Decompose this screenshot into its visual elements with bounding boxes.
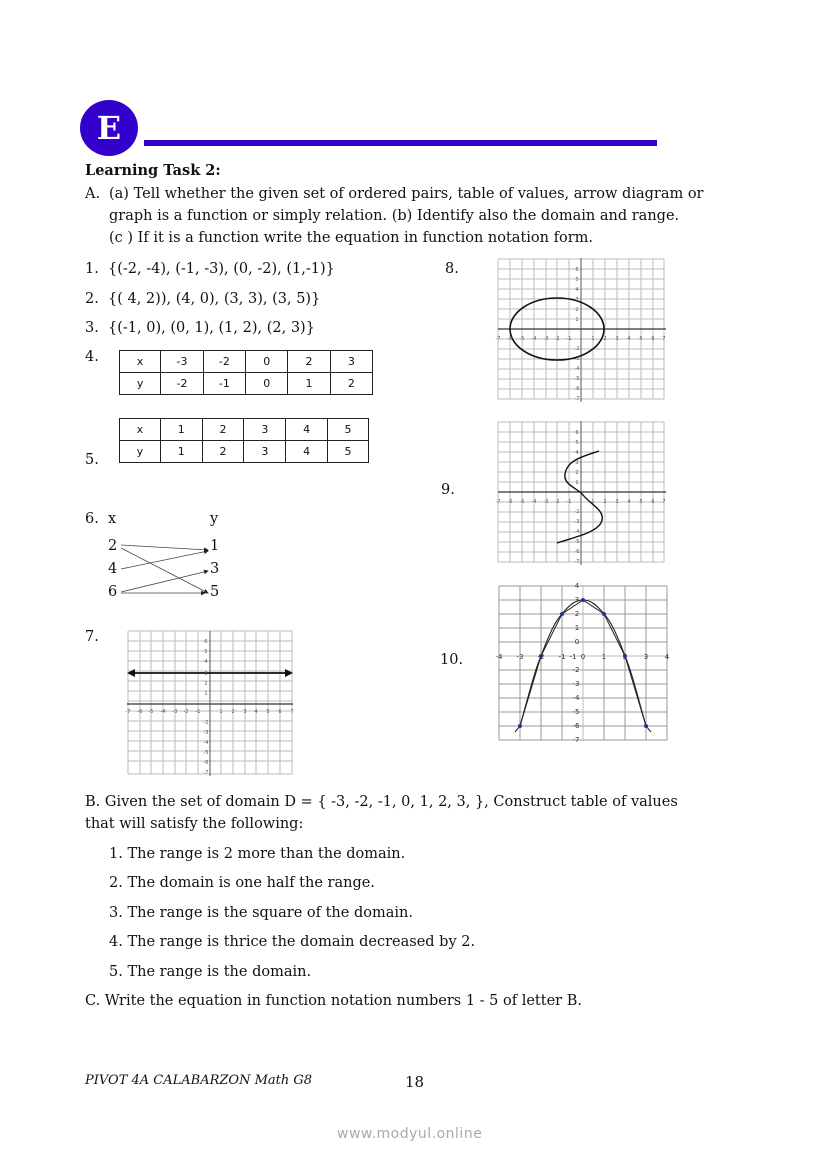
svg-text:3: 3 bbox=[575, 297, 579, 303]
svg-text:1: 1 bbox=[574, 624, 580, 632]
table-row bbox=[120, 373, 373, 395]
svg-text:2: 2 bbox=[575, 307, 579, 313]
svg-text:-3: -3 bbox=[543, 336, 549, 342]
svg-text:6: 6 bbox=[204, 639, 208, 645]
svg-text:-4: -4 bbox=[203, 740, 209, 746]
svg-text:5: 5 bbox=[639, 499, 643, 505]
svg-text:-2: -2 bbox=[574, 346, 580, 352]
table-cell: -3 bbox=[161, 351, 203, 373]
svg-text:-7: -7 bbox=[125, 709, 131, 715]
table-cell: x bbox=[120, 351, 161, 373]
item-7-graph bbox=[125, 628, 295, 778]
table-cell: 5 bbox=[328, 441, 369, 463]
svg-text:-2: -2 bbox=[554, 499, 560, 505]
svg-text:1: 1 bbox=[601, 653, 607, 661]
svg-text:-6: -6 bbox=[574, 386, 580, 392]
part-a-instruction-2: graph is a function or simply relation. (b) Identify also the domain and range. bbox=[109, 208, 680, 224]
svg-text:3: 3 bbox=[574, 596, 580, 604]
svg-text:-1: -1 bbox=[195, 709, 201, 715]
part-b-item-2: 2. The domain is one half the range. bbox=[109, 875, 375, 891]
arrow-diagram-x-label: x bbox=[108, 511, 117, 527]
svg-text:3: 3 bbox=[575, 460, 579, 466]
svg-text:-3: -3 bbox=[574, 356, 580, 362]
item-5-table bbox=[119, 418, 369, 463]
svg-text:-1: -1 bbox=[558, 653, 566, 661]
svg-text:-3: -3 bbox=[172, 709, 178, 715]
svg-text:0: 0 bbox=[574, 638, 580, 646]
item-8-graph bbox=[495, 256, 667, 404]
svg-text:-6: -6 bbox=[203, 760, 209, 766]
svg-text:-2: -2 bbox=[574, 509, 580, 515]
table-row bbox=[120, 441, 369, 463]
table-cell: 3 bbox=[244, 441, 286, 463]
item-2-set: {( 4, 2)), (4, 0), (3, 3), (3, 5)} bbox=[108, 291, 321, 307]
svg-text:7: 7 bbox=[290, 709, 294, 715]
svg-text:3: 3 bbox=[243, 709, 247, 715]
svg-text:3: 3 bbox=[615, 336, 619, 342]
range-value: 3 bbox=[210, 561, 220, 577]
svg-text:2: 2 bbox=[574, 610, 580, 618]
svg-text:-3: -3 bbox=[203, 730, 209, 736]
svg-text:5: 5 bbox=[266, 709, 270, 715]
svg-text:-3: -3 bbox=[572, 680, 580, 688]
svg-text:-2: -2 bbox=[203, 720, 209, 726]
domain-value: 6 bbox=[108, 584, 118, 600]
svg-text:-5: -5 bbox=[519, 336, 525, 342]
item-9-number: 9. bbox=[441, 482, 455, 498]
svg-text:1: 1 bbox=[575, 480, 579, 486]
svg-text:4: 4 bbox=[575, 450, 579, 456]
header-rule bbox=[144, 140, 657, 146]
range-value: 5 bbox=[210, 584, 220, 600]
task-title: Learning Task 2: bbox=[85, 162, 221, 179]
table-cell: y bbox=[120, 373, 161, 395]
part-b-item-5: 5. The range is the domain. bbox=[109, 964, 312, 980]
range-value: 1 bbox=[210, 538, 220, 554]
table-cell: 3 bbox=[330, 351, 372, 373]
svg-text:-6: -6 bbox=[507, 499, 513, 505]
svg-text:-3: -3 bbox=[574, 519, 580, 525]
part-b-item-3: 3. The range is the square of the domain. bbox=[109, 905, 413, 921]
item-7-number: 7. bbox=[85, 629, 99, 645]
svg-text:-4: -4 bbox=[160, 709, 166, 715]
svg-text:5: 5 bbox=[639, 336, 643, 342]
arrow-diagram-y-label: y bbox=[210, 511, 219, 527]
table-cell: y bbox=[120, 441, 161, 463]
svg-text:-6: -6 bbox=[137, 709, 143, 715]
item-5-number: 5. bbox=[85, 452, 99, 468]
svg-text:4: 4 bbox=[204, 659, 208, 665]
svg-text:2: 2 bbox=[603, 336, 607, 342]
svg-text:-4: -4 bbox=[572, 694, 580, 702]
svg-text:3: 3 bbox=[615, 499, 619, 505]
svg-text:1: 1 bbox=[591, 499, 595, 505]
item-8-number: 8. bbox=[445, 261, 459, 277]
part-b-item-1: 1. The range is 2 more than the domain. bbox=[109, 846, 406, 862]
svg-text:-6: -6 bbox=[572, 722, 580, 730]
table-row bbox=[120, 351, 373, 373]
svg-text:-7: -7 bbox=[495, 499, 501, 505]
svg-text:-2: -2 bbox=[572, 666, 580, 674]
part-b-item-4: 4. The range is thrice the domain decreased by 2. bbox=[109, 934, 476, 950]
svg-text:-4: -4 bbox=[495, 653, 503, 661]
part-b-intro-line-2: that will satisfy the following: bbox=[85, 816, 304, 832]
table-cell: 4 bbox=[286, 419, 328, 441]
item-2-number: 2. bbox=[85, 291, 99, 307]
svg-text:4: 4 bbox=[254, 709, 258, 715]
part-a-instruction-3: (c ) If it is a function write the equation in function notation form. bbox=[109, 230, 593, 246]
page-number: 18 bbox=[405, 1073, 425, 1091]
item-4-number: 4. bbox=[85, 349, 99, 365]
svg-text:-2: -2 bbox=[537, 653, 545, 661]
svg-text:5: 5 bbox=[204, 649, 208, 655]
svg-text:3: 3 bbox=[204, 671, 208, 677]
svg-text:-4: -4 bbox=[531, 336, 537, 342]
svg-text:1: 1 bbox=[591, 336, 595, 342]
svg-text:-1: -1 bbox=[569, 653, 577, 661]
svg-text:6: 6 bbox=[575, 267, 579, 273]
table-cell: 4 bbox=[286, 441, 328, 463]
svg-text:4: 4 bbox=[627, 499, 631, 505]
svg-text:-2: -2 bbox=[554, 336, 560, 342]
part-a-label: A. bbox=[85, 186, 101, 202]
domain-value: 2 bbox=[108, 538, 118, 554]
svg-text:-4: -4 bbox=[574, 366, 580, 372]
svg-text:-5: -5 bbox=[519, 499, 525, 505]
item-1-set: {(-2, -4), (-1, -3), (0, -2), (1,-1)} bbox=[108, 261, 335, 277]
svg-text:-7: -7 bbox=[574, 559, 580, 565]
svg-text:-2: -2 bbox=[183, 709, 189, 715]
svg-text:-5: -5 bbox=[574, 376, 580, 382]
svg-text:-3: -3 bbox=[516, 653, 524, 661]
table-cell: 1 bbox=[288, 373, 330, 395]
table-cell: 5 bbox=[328, 419, 369, 441]
domain-value: 4 bbox=[108, 561, 118, 577]
part-c-instruction: C. Write the equation in function notation numbers 1 - 5 of letter B. bbox=[85, 993, 582, 1009]
svg-text:-1: -1 bbox=[566, 499, 572, 505]
svg-text:-4: -4 bbox=[574, 529, 580, 535]
table-cell: 2 bbox=[202, 419, 244, 441]
part-b-intro-line-1: B. Given the set of domain D = { -3, -2, -1, 0, 1, 2, 3, }, Construct table of values bbox=[85, 794, 678, 810]
svg-text:-5: -5 bbox=[572, 708, 580, 716]
svg-text:6: 6 bbox=[278, 709, 282, 715]
svg-text:2: 2 bbox=[603, 499, 607, 505]
svg-text:-7: -7 bbox=[572, 736, 580, 744]
table-cell: x bbox=[120, 419, 161, 441]
svg-text:6: 6 bbox=[651, 336, 655, 342]
table-cell: 1 bbox=[160, 419, 202, 441]
item-6-number: 6. bbox=[85, 511, 99, 527]
item-10-graph bbox=[490, 580, 675, 745]
svg-text:-7: -7 bbox=[574, 396, 580, 402]
svg-text:7: 7 bbox=[662, 499, 666, 505]
svg-text:6: 6 bbox=[651, 499, 655, 505]
table-cell: 2 bbox=[288, 351, 330, 373]
svg-text:6: 6 bbox=[575, 430, 579, 436]
table-cell: 3 bbox=[244, 419, 286, 441]
svg-text:4: 4 bbox=[627, 336, 631, 342]
table-cell: 2 bbox=[330, 373, 372, 395]
item-3-number: 3. bbox=[85, 320, 99, 336]
svg-text:2: 2 bbox=[204, 681, 208, 687]
svg-text:1: 1 bbox=[219, 709, 223, 715]
svg-text:-5: -5 bbox=[148, 709, 154, 715]
svg-text:4: 4 bbox=[664, 653, 670, 661]
svg-text:4: 4 bbox=[574, 582, 580, 590]
svg-text:7: 7 bbox=[662, 336, 666, 342]
table-cell: 2 bbox=[202, 441, 244, 463]
svg-text:-6: -6 bbox=[507, 336, 513, 342]
table-cell: 1 bbox=[160, 441, 202, 463]
item-4-table bbox=[119, 350, 373, 395]
svg-text:-5: -5 bbox=[574, 539, 580, 545]
item-1-number: 1. bbox=[85, 261, 99, 277]
item-10-number: 10. bbox=[440, 652, 464, 668]
table-cell: -2 bbox=[203, 351, 245, 373]
table-row bbox=[120, 419, 369, 441]
svg-text:3: 3 bbox=[643, 653, 649, 661]
svg-text:-7: -7 bbox=[495, 336, 501, 342]
svg-text:4: 4 bbox=[575, 287, 579, 293]
svg-text:5: 5 bbox=[575, 440, 579, 446]
item-3-set: {(-1, 0), (0, 1), (1, 2), (2, 3)} bbox=[108, 320, 315, 336]
svg-text:-3: -3 bbox=[543, 499, 549, 505]
table-cell: 0 bbox=[246, 351, 288, 373]
svg-text:2: 2 bbox=[622, 653, 628, 661]
svg-text:-1: -1 bbox=[566, 336, 572, 342]
arrow-diagram-arrows bbox=[115, 535, 215, 605]
svg-text:2: 2 bbox=[231, 709, 235, 715]
svg-text:-4: -4 bbox=[531, 499, 537, 505]
footer-book-title: PIVOT 4A CALABARZON Math G8 bbox=[85, 1073, 313, 1088]
svg-text:2: 2 bbox=[575, 470, 579, 476]
table-cell: -1 bbox=[203, 373, 245, 395]
svg-text:-7: -7 bbox=[203, 770, 209, 776]
svg-text:5: 5 bbox=[575, 277, 579, 283]
svg-text:-6: -6 bbox=[574, 549, 580, 555]
svg-text:-5: -5 bbox=[203, 750, 209, 756]
watermark-link[interactable]: www.modyul.online bbox=[337, 1126, 483, 1142]
table-cell: -2 bbox=[161, 373, 203, 395]
svg-text:1: 1 bbox=[204, 691, 208, 697]
item-9-graph bbox=[495, 419, 667, 567]
svg-text:1: 1 bbox=[575, 317, 579, 323]
part-a-instruction-1: (a) Tell whether the given set of ordered pairs, table of values, arrow diagram or bbox=[109, 186, 704, 202]
table-cell: 0 bbox=[246, 373, 288, 395]
section-badge-e: E bbox=[80, 100, 138, 156]
svg-text:0: 0 bbox=[580, 653, 586, 661]
